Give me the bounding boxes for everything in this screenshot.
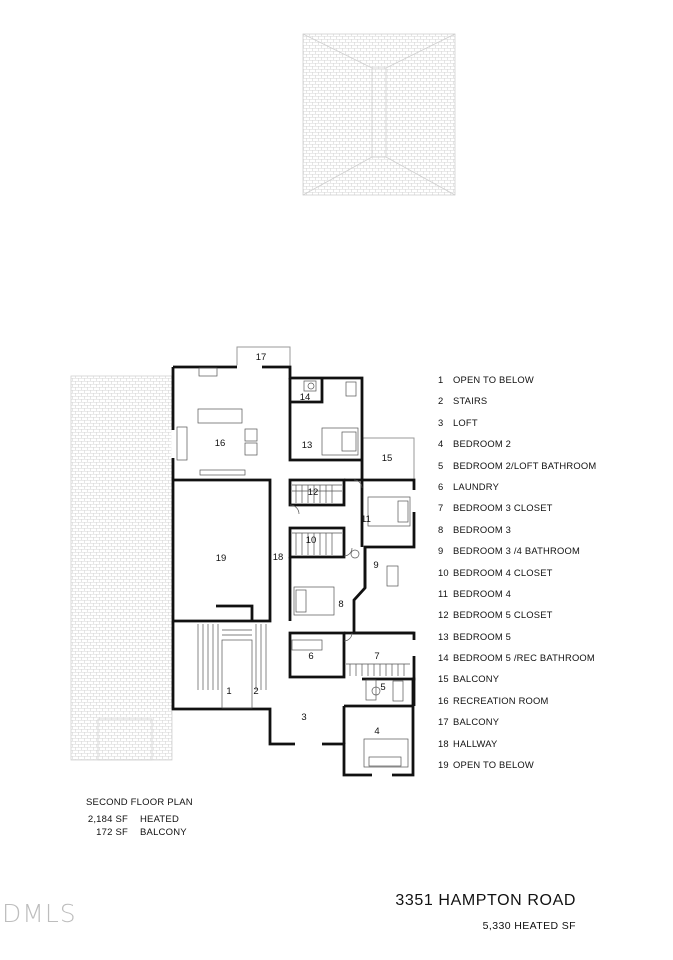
legend-label: BEDROOM 3 [453, 523, 512, 535]
svg-text:15: 15 [381, 453, 393, 464]
legend-number: 12 [438, 609, 449, 621]
svg-text:2: 2 [253, 686, 259, 697]
legend-number: 9 [438, 545, 444, 557]
legend-label: LAUNDRY [453, 480, 500, 492]
legend-number: 2 [438, 395, 444, 407]
balcony-sf-row [86, 826, 193, 839]
legend-item [438, 587, 668, 608]
svg-text:6: 6 [308, 651, 314, 662]
legend-label: BEDROOM 3 /4 BATHROOM [453, 545, 580, 557]
legend-item [438, 672, 668, 693]
legend-number: 5 [438, 459, 444, 471]
floor-plan-title: SECOND FLOOR PLAN [86, 797, 193, 808]
legend-number: 8 [438, 523, 444, 535]
heated-sf-row [86, 813, 193, 826]
legend-label: BEDROOM 3 CLOSET [453, 502, 553, 514]
svg-text:19: 19 [215, 553, 227, 564]
legend-label: BEDROOM 4 [453, 587, 512, 599]
legend-number: 1 [438, 374, 444, 385]
legend-number: 11 [438, 587, 449, 599]
legend-item [438, 566, 668, 587]
svg-text:3: 3 [301, 712, 307, 723]
legend-number: 14 [438, 652, 449, 664]
floor-summary [86, 797, 193, 839]
legend-item [438, 480, 668, 501]
legend-item [438, 416, 668, 437]
svg-text:16: 16 [214, 438, 226, 449]
legend-number: 3 [438, 416, 444, 428]
svg-text:4: 4 [374, 726, 380, 737]
legend-number: 16 [438, 694, 449, 706]
legend-label: HALLWAY [453, 737, 498, 749]
legend-label: BEDROOM 5 CLOSET [453, 609, 553, 621]
legend-label: BALCONY [453, 716, 500, 728]
total-heated-sf: 5,330 HEATED SF [482, 920, 576, 932]
legend-number: 19 [438, 759, 449, 771]
legend-label: OPEN TO BELOW [453, 759, 534, 771]
legend-item [438, 373, 668, 394]
svg-text:11: 11 [361, 514, 371, 525]
balcony-sf-value: 172 SF [96, 827, 128, 838]
legend-label: BEDROOM 2/LOFT BATHROOM [453, 459, 597, 471]
legend-item [438, 630, 668, 651]
legend-item [438, 758, 668, 779]
heated-sf-value: 2,184 SF [87, 814, 128, 825]
legend-number: 18 [438, 737, 449, 749]
legend-item [438, 737, 668, 758]
svg-text:17: 17 [255, 352, 267, 363]
legend-item [438, 523, 668, 544]
legend-label: LOFT [453, 416, 478, 428]
legend-item [438, 394, 668, 415]
legend-item [438, 501, 668, 522]
legend-item [438, 715, 668, 736]
legend-item [438, 651, 668, 672]
legend-item [438, 544, 668, 565]
svg-text:14: 14 [299, 392, 311, 403]
svg-text:9: 9 [373, 560, 379, 571]
svg-text:8: 8 [338, 599, 344, 610]
property-address: 3351 HAMPTON ROAD [395, 892, 576, 909]
legend-item [438, 694, 668, 715]
legend-number: 7 [438, 502, 444, 514]
legend-label: BEDROOM 5 [453, 630, 512, 642]
roof-plan [303, 34, 455, 195]
svg-text:10: 10 [305, 535, 317, 546]
mls-watermark: DMLS [2, 899, 77, 928]
lower-roof [71, 376, 172, 760]
legend-item [438, 608, 668, 629]
svg-text:7: 7 [374, 651, 380, 662]
legend-item [438, 459, 668, 480]
legend-number: 13 [438, 630, 449, 642]
svg-text:12: 12 [307, 487, 319, 498]
balcony-sf-label: BALCONY [140, 827, 187, 838]
svg-text:5: 5 [380, 682, 386, 693]
heated-sf-label: HEATED [140, 814, 180, 825]
legend-label: BALCONY [453, 673, 500, 685]
legend-item [438, 437, 668, 458]
svg-text:18: 18 [272, 552, 284, 563]
legend-number: 17 [438, 716, 449, 728]
legend-label: BEDROOM 2 [453, 438, 512, 450]
legend-number: 15 [438, 673, 449, 685]
svg-text:1: 1 [226, 686, 232, 697]
room-legend [438, 373, 668, 779]
exterior-walls [173, 367, 414, 775]
legend-number: 4 [438, 438, 444, 450]
legend-number: 6 [438, 480, 444, 492]
legend-label: STAIRS [453, 395, 488, 407]
legend-number: 10 [438, 566, 449, 578]
openings [173, 367, 414, 775]
legend-label: OPEN TO BELOW [453, 374, 534, 385]
legend-label: BEDROOM 5 /REC BATHROOM [453, 652, 595, 664]
legend-label: RECREATION ROOM [453, 694, 549, 706]
svg-text:13: 13 [301, 440, 313, 451]
legend-label: BEDROOM 4 CLOSET [453, 566, 553, 578]
